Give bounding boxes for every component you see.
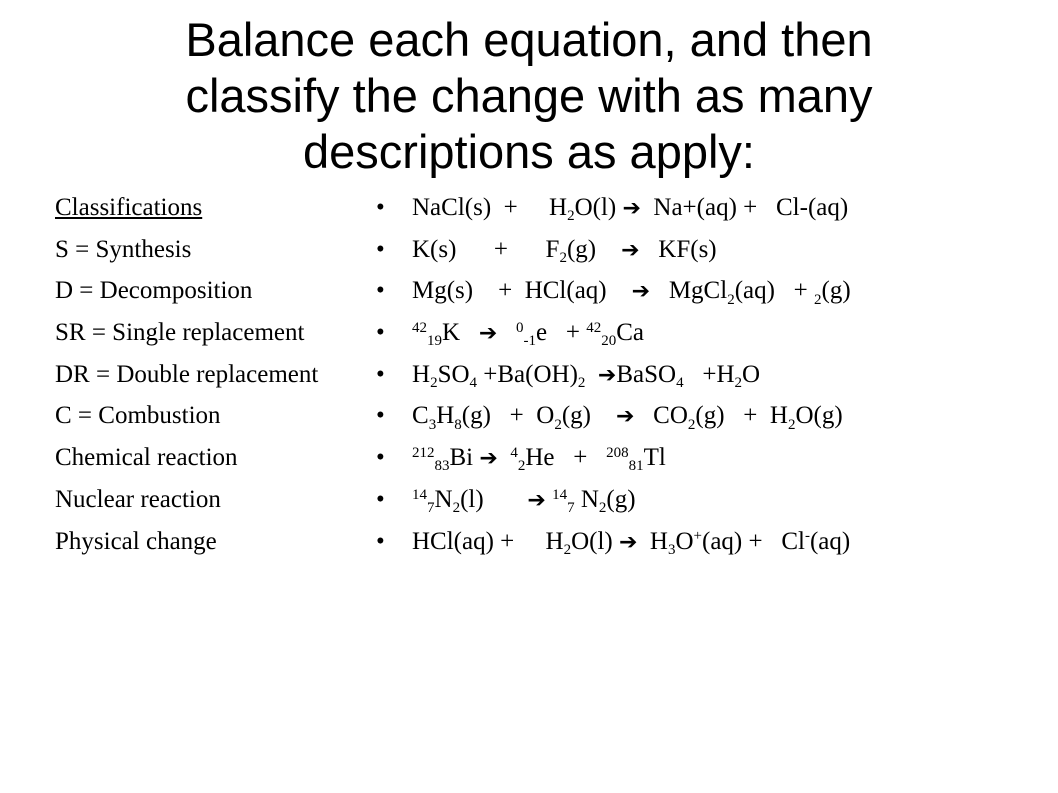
- classification-double-replacement: DR = Double replacement: [55, 360, 319, 388]
- equations-list: [376, 187, 851, 562]
- bullet: •: [376, 277, 385, 305]
- classification-physical-change: Physical change: [55, 527, 217, 555]
- arrow-icon: ➔: [527, 487, 546, 513]
- bullet: •: [376, 444, 385, 472]
- equation-3: • Mg(s) + HCl(aq) ➔ MgCl$_2$(aq) + $_2$(g): [376, 270, 851, 312]
- arrow-icon: ➔: [479, 446, 498, 472]
- bullet: •: [376, 319, 385, 347]
- arrow-icon: ➔: [478, 321, 498, 347]
- arrow-icon: ➔: [621, 237, 640, 263]
- bullet: •: [376, 360, 385, 388]
- bullet: •: [376, 485, 385, 513]
- title-line-3: descriptions as apply:: [303, 125, 755, 178]
- classifications-list: [55, 187, 318, 562]
- classifications-heading: Classifications: [55, 194, 203, 221]
- equation-8: • $^{14}_7N_2(l)$ ➔ $^{14}_7$ $N_2(g)$: [376, 479, 851, 521]
- classification-nuclear-reaction: Nuclear reaction: [55, 485, 221, 513]
- equation-9: • HCl(aq) + $H_2O(l)$ ➔ $H_3O^+(aq) + Cl^-(aq)$: [376, 521, 851, 563]
- bullet: •: [376, 194, 385, 221]
- classification-single-replacement: SR = Single replacement: [55, 319, 305, 347]
- arrow-icon: ➔: [618, 529, 638, 555]
- arrow-icon: ➔: [615, 404, 635, 430]
- title-line-2: classify the change with as many: [185, 69, 873, 122]
- equation-7: • $^{212}_{83}$Bi ➔ $^4_2$He + $^{208}_{81}$Tl: [376, 437, 851, 479]
- classification-decomposition: D = Decomposition: [55, 277, 253, 305]
- equation-6: • $C_3H_8(g) + O_2(g)$ ➔ $CO_2(g) + H_2O(g)$: [376, 395, 851, 437]
- equation-4: • $^{42}_{19}$K ➔ $^0_{-1}$e + $^{42}_{20}$Ca: [376, 312, 851, 354]
- slide-title: [0, 12, 1058, 180]
- equation-2: • K(s) + $F_2(g)$ ➔ KF(s): [376, 229, 851, 271]
- bullet: •: [376, 527, 385, 555]
- equation-1: • NaCl(s) + $H_2O(l)$ ➔ Na+(aq) + Cl-(aq): [376, 187, 851, 229]
- title-line-1: Balance each equation, and then: [185, 13, 873, 66]
- arrow-icon: ➔: [631, 279, 651, 305]
- classification-combustion: C = Combustion: [55, 402, 221, 430]
- equation-5: • $H_2SO_4 +Ba(OH)_2$ ➔BaSO$_4$ $+H_2O$: [376, 354, 851, 396]
- bullet: •: [376, 402, 385, 430]
- classification-chemical-reaction: Chemical reaction: [55, 444, 238, 472]
- classification-synthesis: S = Synthesis: [55, 235, 192, 263]
- arrow-icon: ➔: [597, 362, 617, 388]
- arrow-icon: ➔: [622, 196, 641, 221]
- bullet: •: [376, 235, 385, 263]
